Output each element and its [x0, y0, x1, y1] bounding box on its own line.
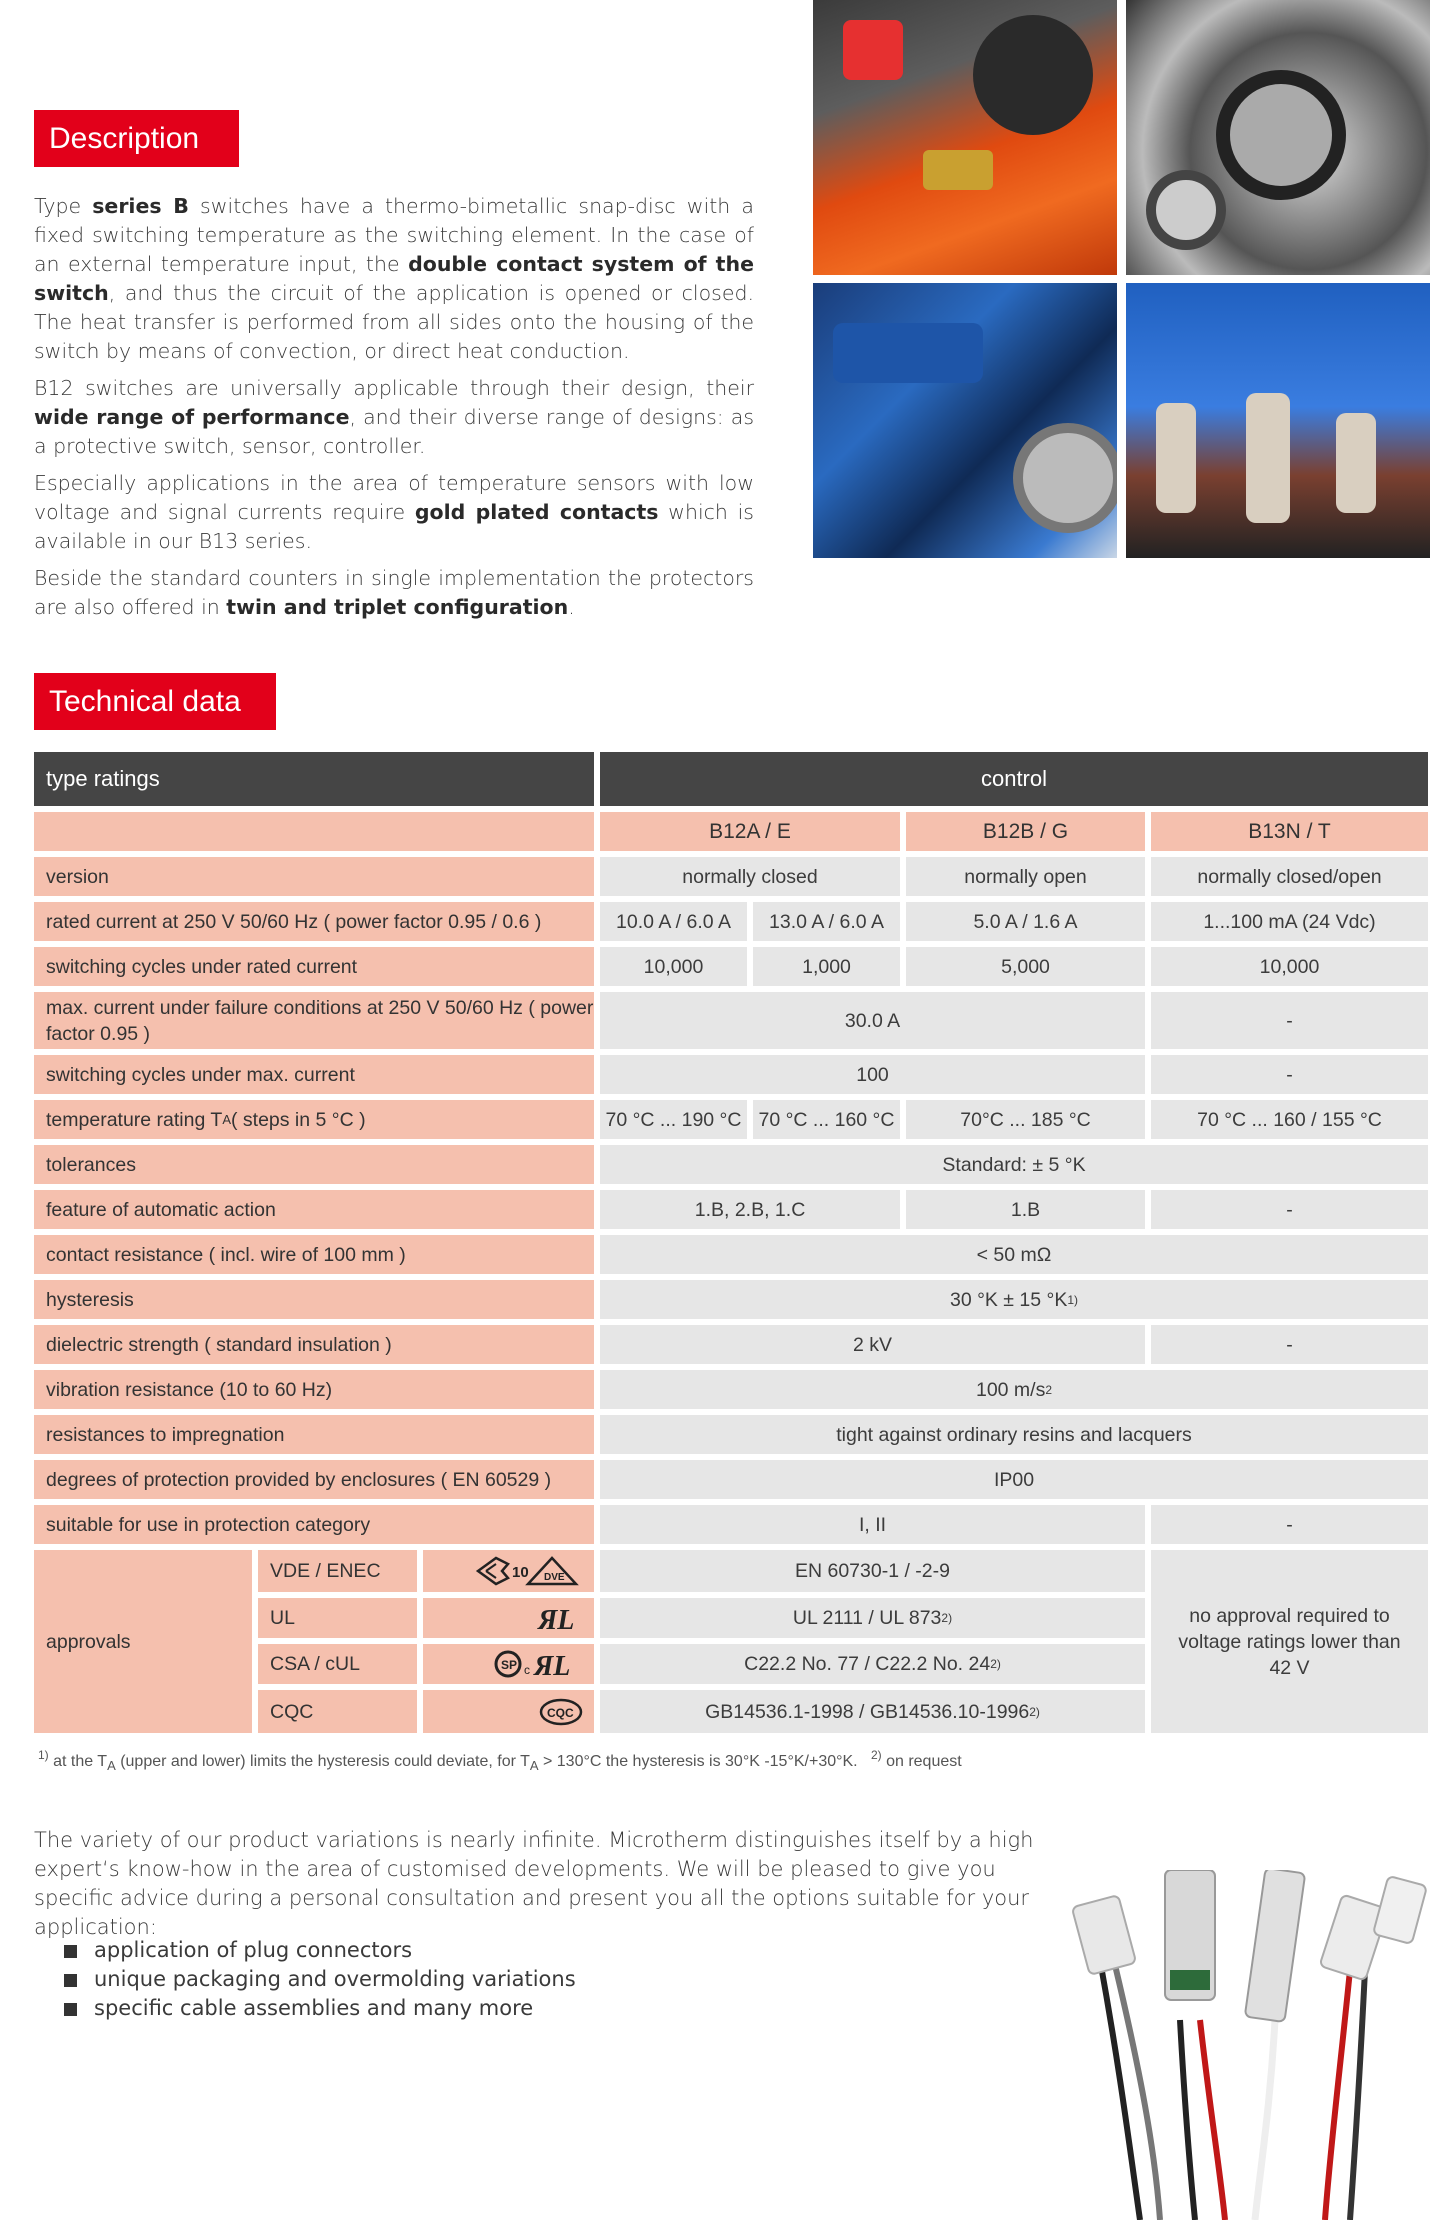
svg-text:CQC: CQC — [547, 1705, 574, 1720]
cycles-b12a: 10,000 — [600, 947, 747, 986]
feature-b12ae: 1.B, 2.B, 1.C — [600, 1190, 900, 1229]
row-label-temperature: temperature rating T A ( steps in 5 °C ) — [34, 1100, 594, 1139]
feature-b13nt: - — [1151, 1190, 1428, 1229]
description-paragraph-3: Especially applications in the area of temperature sensors with low voltage and signal currents require gold plated contacts which is available in our B13 series. — [34, 471, 754, 553]
csa-cul-logo — [423, 1644, 594, 1684]
max-current-b12: 30.0 A — [600, 992, 1145, 1049]
technical-data-table — [34, 752, 1428, 1742]
diesel-engine-photo — [813, 283, 1117, 558]
version-b12bg: normally open — [906, 857, 1145, 896]
cycles-b13nt: 10,000 — [1151, 947, 1428, 986]
row-label-hysteresis: hysteresis — [34, 1280, 594, 1319]
approval-ul-value: UL 2111 / UL 873 2) — [600, 1598, 1145, 1638]
approval-cqc-name: CQC — [258, 1690, 417, 1733]
header-type-ratings: type ratings — [34, 752, 594, 806]
compressor-photo — [813, 0, 1117, 275]
csa-cul-icon — [494, 1648, 584, 1680]
subheader-blank — [34, 812, 594, 851]
category-b12: I, II — [600, 1505, 1145, 1544]
row-label-rated-current: rated current at 250 V 50/60 Hz ( power factor 0.95 / 0.6 ) — [34, 902, 594, 941]
column-b12bg: B12B / G — [906, 812, 1145, 851]
vde-enec-icon — [474, 1554, 584, 1588]
list-item: unique packaging and overmolding variations — [64, 1965, 576, 1994]
row-label-max-cycles: switching cycles under max. current — [34, 1055, 594, 1094]
approval-vde-name: VDE / ENEC — [258, 1550, 417, 1592]
vibration-value: 100 m/s 2 — [600, 1370, 1428, 1409]
dielectric-b13nt: - — [1151, 1325, 1428, 1364]
temp-b12e: 70 °C ... 160 °C — [753, 1100, 900, 1139]
row-label-vibration: vibration resistance (10 to 60 Hz) — [34, 1370, 594, 1409]
cycles-b12e: 1,000 — [753, 947, 900, 986]
max-cycles-b12: 100 — [600, 1055, 1145, 1094]
row-label-contact-resistance: contact resistance ( incl. wire of 100 mm ) — [34, 1235, 594, 1274]
ul-recognized-icon — [536, 1603, 584, 1633]
row-label-category: suitable for use in protection category — [34, 1505, 594, 1544]
approvals-b13nt: no approval required to voltage ratings lower than 42 V — [1151, 1550, 1428, 1733]
description-text — [34, 192, 754, 630]
max-cycles-b13nt: - — [1151, 1055, 1428, 1094]
row-label-approvals: approvals — [34, 1550, 252, 1733]
row-label-impregnation: resistances to impregnation — [34, 1415, 594, 1454]
temp-b12bg: 70°C ... 185 °C — [906, 1100, 1145, 1139]
feature-b12bg: 1.B — [906, 1190, 1145, 1229]
category-b13nt: - — [1151, 1505, 1428, 1544]
rated-b12bg: 5.0 A / 1.6 A — [906, 902, 1145, 941]
row-label-version: version — [34, 857, 594, 896]
max-current-b13nt: - — [1151, 992, 1428, 1049]
approval-ul-name: UL — [258, 1598, 417, 1638]
cqc-icon — [538, 1697, 584, 1727]
row-label-feature: feature of automatic action — [34, 1190, 594, 1229]
rated-b13nt: 1...100 mA (24 Vdc) — [1151, 902, 1428, 941]
engine-belt-photo — [1126, 0, 1430, 275]
vde-enec-logo — [423, 1550, 594, 1592]
svg-text:DVE: DVE — [544, 1572, 565, 1583]
dielectric-b12: 2 kV — [600, 1325, 1145, 1364]
rated-b12e: 13.0 A / 6.0 A — [753, 902, 900, 941]
hysteresis-value: 30 °K ± 15 °K 1) — [600, 1280, 1428, 1319]
cable-assembly-image — [1060, 1870, 1440, 2220]
description-paragraph-4: Beside the standard counters in single implementation the protectors are also offered in twin and triplet configuration. — [34, 566, 754, 619]
protection-value: IP00 — [600, 1460, 1428, 1499]
description-heading: Description — [34, 110, 239, 167]
row-label-protection: degrees of protection provided by enclosures ( EN 60529 ) — [34, 1460, 594, 1499]
list-item: application of plug connectors — [64, 1936, 576, 1965]
svg-text:ЯL: ЯL — [538, 1605, 575, 1633]
options-list — [64, 1936, 576, 2023]
description-paragraph-2: B12 switches are universally applicable through their design, their wide range of performance, and their diverse range of designs: as a protective switch, sensor, controller. — [34, 376, 755, 458]
version-b12ae: normally closed — [600, 857, 900, 896]
table-footnote: $^{1)}$ at the $T_A$ (upper and lower) limits the hysteresis could deviate, for $T_A > 130^\circ C$ the hysteresis is 30°K -15°K/+30°K. $^{2)}$ on request — [38, 1748, 962, 1773]
approval-csa-value: C22.2 No. 77 / C22.2 No. 24 2) — [600, 1644, 1145, 1684]
header-control: control — [600, 752, 1428, 806]
cqc-logo — [423, 1690, 594, 1733]
svg-text:10: 10 — [512, 1564, 529, 1581]
row-label-dielectric: dielectric strength ( standard insulation ) — [34, 1325, 594, 1364]
approval-cqc-value: GB14536.1-1998 / GB14536.10-1996 2) — [600, 1690, 1145, 1733]
rated-b12a: 10.0 A / 6.0 A — [600, 902, 747, 941]
temp-b12a: 70 °C ... 190 °C — [600, 1100, 747, 1139]
description-paragraph-1: Type series B switches have a thermo-bimetallic snap-disc with a fixed switching temperature as the switching element. In the case of an external temperature input, the double contact system of the switch, and thus the circuit of the application is opened or closed. The heat transfer is performed from all sides onto the housing of the switch by means of convection, or direct heat conduction. — [34, 194, 754, 363]
column-b12ae: B12A / E — [600, 812, 900, 851]
row-label-max-current: max. current under failure conditions at 250 V 50/60 Hz ( power factor 0.95 ) — [34, 992, 594, 1049]
approval-vde-value: EN 60730-1 / -2-9 — [600, 1550, 1145, 1592]
column-b13nt: B13N / T — [1151, 812, 1428, 851]
svg-text:ЯL: ЯL — [534, 1651, 571, 1680]
tolerances-value: Standard: ± 5 °K — [600, 1145, 1428, 1184]
list-item: specific cable assemblies and many more — [64, 1994, 576, 2023]
version-b13nt: normally closed/open — [1151, 857, 1428, 896]
ul-logo — [423, 1598, 594, 1638]
svg-text:c: c — [524, 1663, 530, 1677]
cycles-b12bg: 5,000 — [906, 947, 1145, 986]
svg-text:SP: SP — [501, 1658, 518, 1672]
row-label-switching-cycles: switching cycles under rated current — [34, 947, 594, 986]
temp-b13nt: 70 °C ... 160 / 155 °C — [1151, 1100, 1428, 1139]
contact-resistance-value: < 50 mΩ — [600, 1235, 1428, 1274]
impregnation-value: tight against ordinary resins and lacquers — [600, 1415, 1428, 1454]
technical-data-heading: Technical data — [34, 673, 276, 730]
approval-csa-name: CSA / cUL — [258, 1644, 417, 1684]
closing-paragraph: The variety of our product variations is nearly infinite. Microtherm distinguishes itself by a high expert‘s know-how in the area of customised developments. We will be pleased to give you specific advice during a personal consultation and present you all the options suitable for your application: — [34, 1828, 1034, 1939]
row-label-tolerances: tolerances — [34, 1145, 594, 1184]
power-insulators-photo — [1126, 283, 1430, 558]
